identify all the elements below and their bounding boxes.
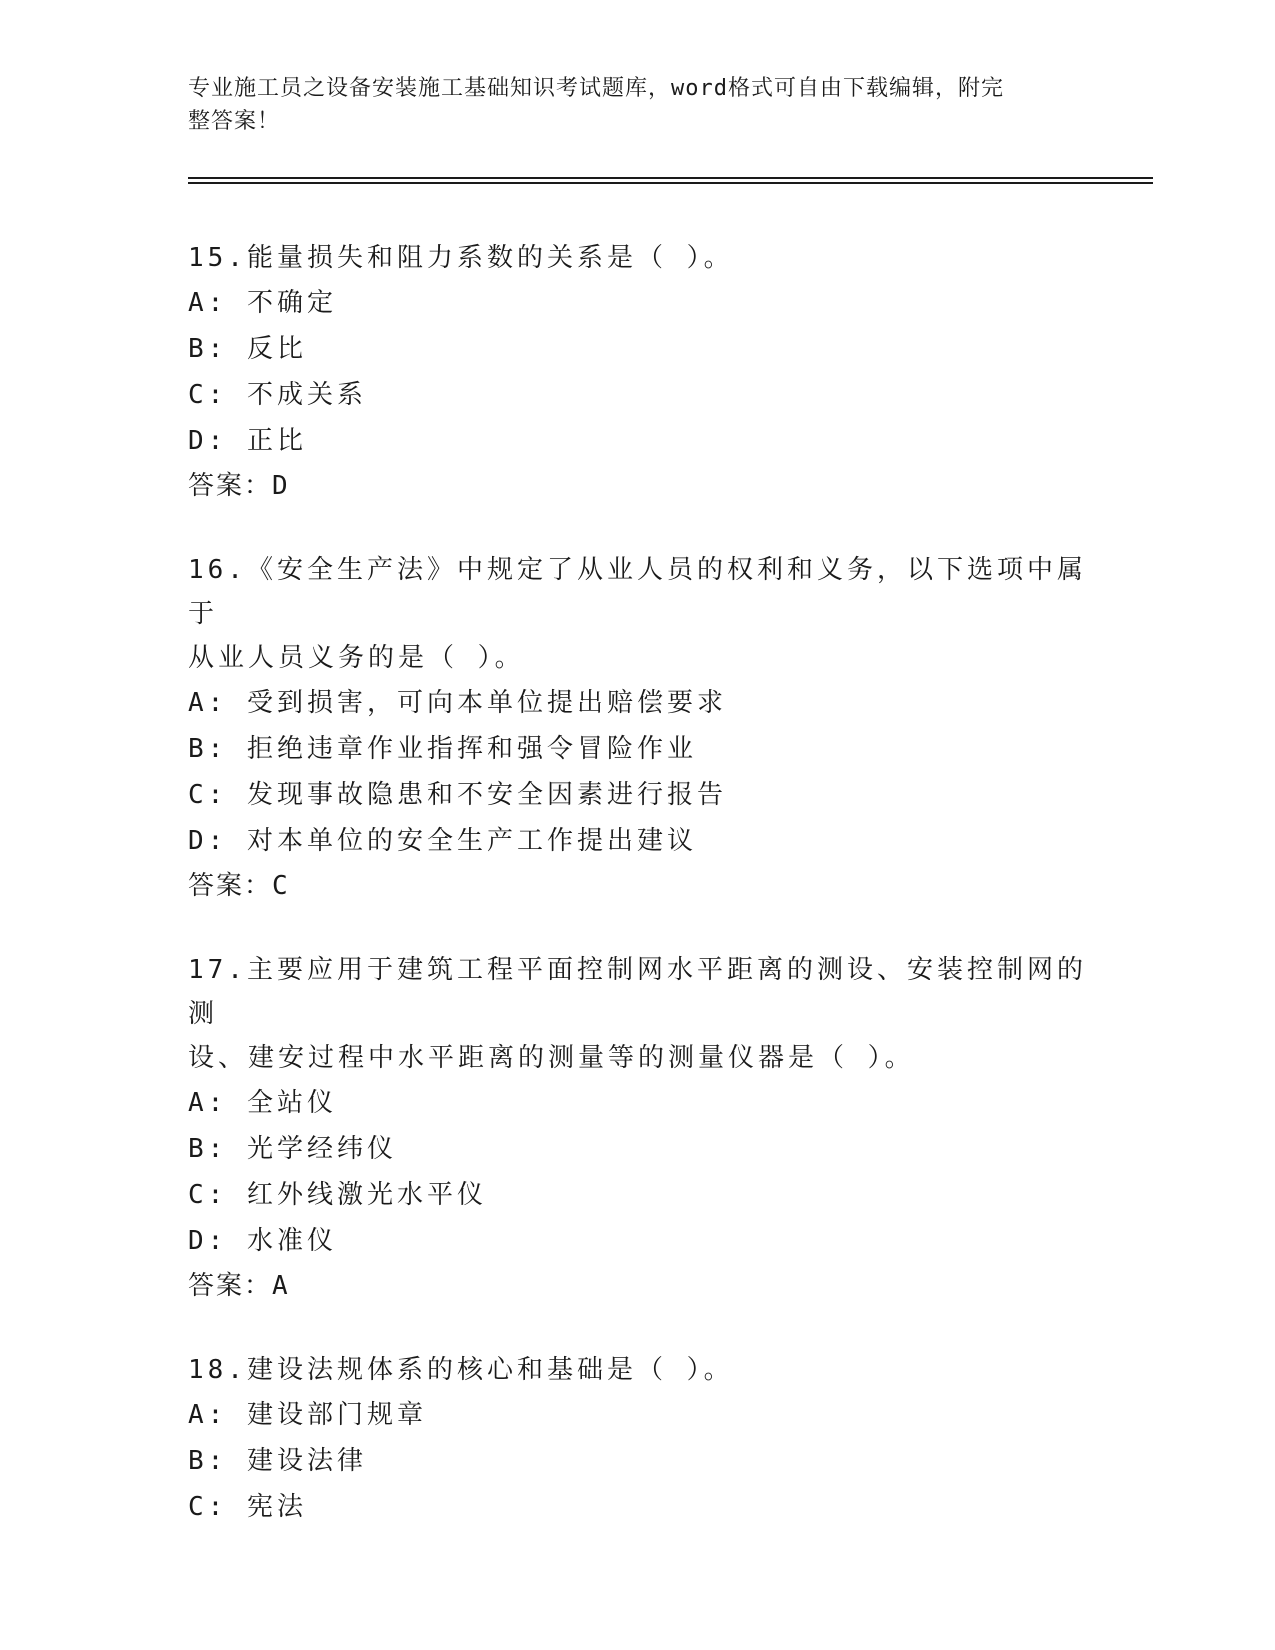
option-b: B: 建设法律 (188, 1446, 367, 1476)
option-b: B: 光学经纬仪 (188, 1134, 397, 1164)
option-b: B: 反比 (188, 334, 307, 364)
question-16 (188, 548, 1088, 908)
question-18 (188, 1348, 1088, 1530)
option-c: C: 发现事故隐患和不安全因素进行报告 (188, 780, 727, 810)
option-c: C: 红外线激光水平仪 (188, 1180, 487, 1210)
question-text: 15.能量损失和阻力系数的关系是（ ）。 (188, 243, 734, 273)
option-d: D: 正比 (188, 426, 307, 456)
header-line-1: 专业施工员之设备安装施工基础知识考试题库，word格式可自由下载编辑，附完 (188, 76, 1004, 101)
option-c: C: 宪法 (188, 1492, 307, 1522)
question-17 (188, 948, 1088, 1308)
header-divider-top (188, 177, 1153, 179)
option-a: A: 受到损害，可向本单位提出赔偿要求 (188, 688, 727, 718)
answer-line: 答案：D (188, 471, 290, 501)
question-text: 17.主要应用于建筑工程平面控制网水平距离的测设、安装控制网的测 (188, 955, 1087, 1029)
option-a: A: 建设部门规章 (188, 1400, 427, 1430)
question-text: 16.《安全生产法》中规定了从业人员的权利和义务，以下选项中属于 (188, 555, 1087, 629)
header-divider-bottom (188, 182, 1153, 184)
option-b: B: 拒绝违章作业指挥和强令冒险作业 (188, 734, 697, 764)
option-a: A: 不确定 (188, 288, 337, 318)
question-text-continued: 从业人员义务的是（ ）。 (188, 643, 525, 673)
answer-line: 答案：C (188, 871, 290, 901)
header-line-2: 整答案！ (188, 109, 281, 134)
answer-line: 答案：A (188, 1271, 290, 1301)
option-d: D: 对本单位的安全生产工作提出建议 (188, 826, 697, 856)
document-header (188, 72, 1068, 138)
question-text: 18.建设法规体系的核心和基础是（ ）。 (188, 1355, 734, 1385)
question-list (188, 236, 1088, 1570)
option-c: C: 不成关系 (188, 380, 367, 410)
option-d: D: 水准仪 (188, 1226, 337, 1256)
question-text-continued: 设、建安过程中水平距离的测量等的测量仪器是（ ）。 (188, 1043, 915, 1073)
option-a: A: 全站仪 (188, 1088, 337, 1118)
question-15 (188, 236, 1088, 508)
